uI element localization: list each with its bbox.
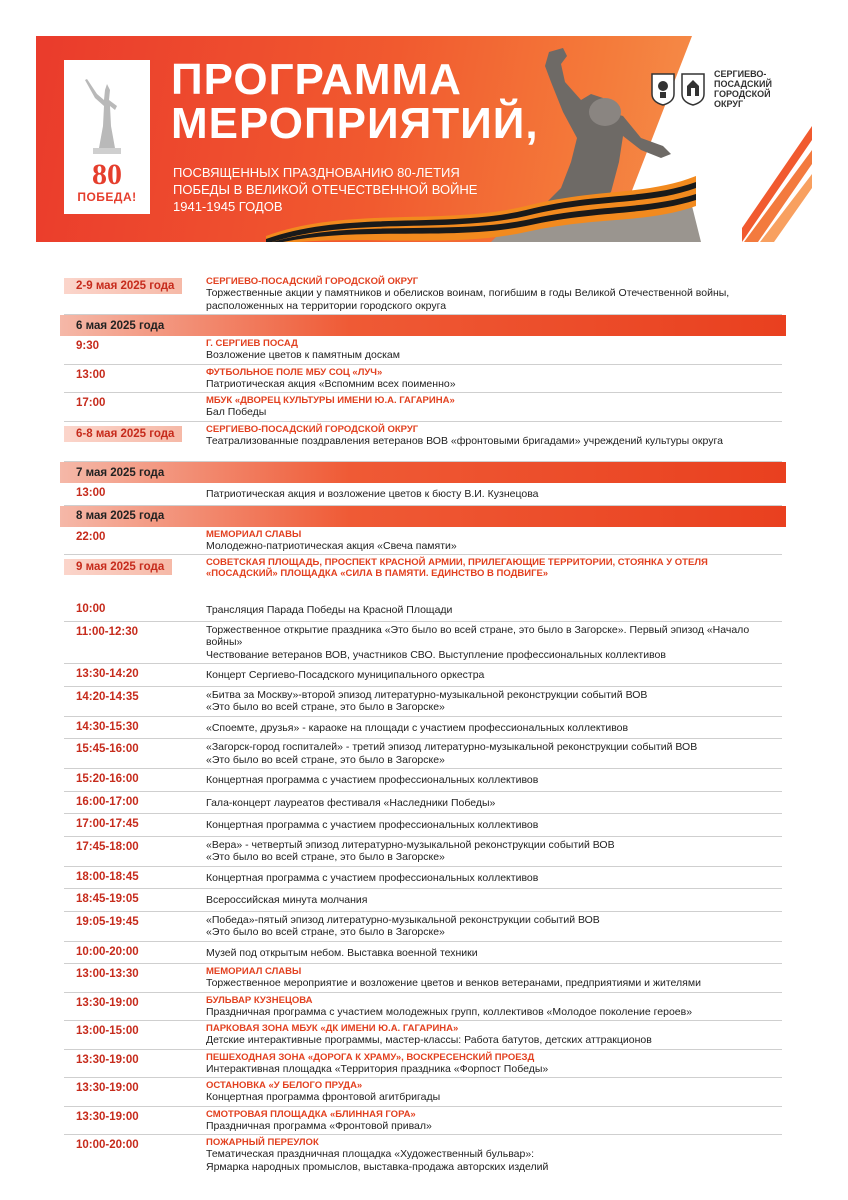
event-description: Патриотическая акция и возложение цветов к бюсту В.И. Кузнецова: [206, 488, 539, 500]
time-label: 13:30-19:00: [76, 996, 139, 1009]
event-description: Патриотическая акция «Вспомним всех поименно»: [206, 377, 456, 390]
schedule-row: [64, 664, 782, 687]
event-time: [64, 664, 206, 686]
logo-number: 80: [92, 158, 122, 191]
event-description: Торжественные акции у памятников и обелисков воинам, погибшим в годы Великой Отечественной войны,: [206, 287, 730, 299]
event-body: [206, 687, 782, 716]
event-description: Театрализованные поздравления ветеранов ВОВ «фронтовыми бригадами» учреждений культуры округа: [206, 434, 723, 447]
time-label: 9:30: [76, 340, 100, 352]
event-description: Интерактивная площадка «Территория праздника «Форпост Победы»: [206, 1062, 549, 1075]
time-label: 17:00: [76, 397, 106, 409]
event-description: Возложение цветов к памятным доскам: [206, 349, 400, 361]
event-description: Концертная программа с участием профессиональных коллективов: [206, 819, 539, 831]
event-time: [64, 889, 206, 911]
time-label: 17:45-18:00: [76, 840, 139, 853]
event-description: Праздничная программа с участием молодежных групп, коллективов «Молодое поколение героев»: [206, 1005, 693, 1018]
header-banner: [36, 36, 812, 242]
district-branding: [650, 64, 810, 114]
event-description: Праздничная программа «Фронтовой привал»: [206, 1119, 432, 1132]
event-body: [206, 769, 782, 791]
logo-word: ПОБЕДА!: [77, 190, 137, 204]
event-time: [64, 837, 206, 866]
schedule-row: [64, 1021, 782, 1050]
event-location: СОВЕТСКАЯ ПЛОЩАДЬ, ПРОСПЕКТ КРАСНОЙ АРМИИ, ПРИЛЕГАЮЩИЕ ТЕРРИТОРИИ, СТОЯНКА У ОТЕЛЯ «ПОСАДСКИЙ» ПЛОЩАДКА «СИЛА В ПАМЯТИ. ЕДИНСТВО В ПОДВИГЕ»: [206, 557, 708, 579]
time-label: 14:20-14:35: [76, 690, 139, 703]
district-line-1: СЕРГИЕВО-: [714, 69, 767, 79]
event-time: [64, 687, 206, 716]
event-body: [206, 622, 782, 664]
event-description: «Это было во всей стране, это было в Загорске»: [206, 701, 445, 713]
event-body: [206, 555, 782, 599]
time-label: 13:30-19:00: [76, 1053, 139, 1066]
event-time: [64, 814, 206, 836]
event-description: Детские интерактивные программы, мастер-классы: Работа батутов, детских аттракционов: [206, 1034, 652, 1046]
event-description: Гала-концерт лауреатов фестиваля «Наследники Победы»: [206, 796, 496, 809]
page-title: [171, 55, 539, 148]
event-description: Торжественное открытие праздника «Это было во всей стране, это было в Загорске». Первый эпизод «Начало войны»: [206, 623, 750, 648]
event-description: Чествование ветеранов ВОВ, участников СВО. Выступление профессиональных коллективов: [206, 648, 666, 661]
schedule-row: [64, 1078, 782, 1107]
event-location: ОСТАНОВКА «У БЕЛОГО ПРУДА»: [206, 1080, 363, 1091]
subtitle-line-1: ПОСВЯЩЕННЫХ ПРАЗДНОВАНИЮ 80-ЛЕТИЯ: [173, 165, 460, 180]
event-description: Трансляция Парада Победы на Красной Площади: [206, 604, 453, 616]
event-time: [64, 769, 206, 791]
event-time: [64, 739, 206, 768]
time-label: 13:00: [76, 368, 106, 381]
time-label: 13:00-15:00: [76, 1025, 139, 1037]
date-header: [60, 462, 786, 483]
event-body: [206, 1135, 782, 1175]
event-description: «Это было во всей стране, это было в Загорске»: [206, 753, 445, 766]
event-schedule: [64, 274, 782, 1175]
schedule-row: [64, 993, 782, 1022]
subtitle-line-3: 1941-1945 ГОДОВ: [173, 199, 283, 214]
time-label: 19:05-19:45: [76, 915, 139, 928]
schedule-row: [64, 942, 782, 965]
date-header-label: 8 мая 2025 года: [76, 510, 165, 522]
event-location: ПОЖАРНЫЙ ПЕРЕУЛОК: [206, 1137, 319, 1148]
event-location: Г. СЕРГИЕВ ПОСАД: [206, 338, 298, 349]
event-description: Торжественное мероприятие и возложение цветов и венков ветеранами, предприятиями и жителями: [206, 977, 701, 989]
event-description: Концерт Сергиево-Посадского муниципального оркестра: [206, 669, 485, 681]
event-body: [206, 365, 782, 393]
pobeda-80-logo: [64, 60, 150, 214]
event-description: «Споемте, друзья» - караоке на площади с участием профессиональных коллективов: [206, 721, 629, 734]
event-time: [64, 555, 206, 599]
time-label: 18:45-19:05: [76, 893, 139, 905]
schedule-row: [64, 365, 782, 394]
date-range-label: 9 мая 2025 года: [64, 559, 172, 575]
event-time: [64, 1107, 206, 1135]
event-body: [206, 527, 782, 555]
event-description: Ярмарка народных промыслов, выставка-продажа авторских изделий: [206, 1160, 549, 1173]
event-body: [206, 964, 782, 992]
event-description: «Вера» - четвертый эпизод литературно-музыкальной реконструкции событий ВОВ: [206, 838, 615, 851]
event-time: [64, 1135, 206, 1175]
time-label: 17:00-17:45: [76, 818, 139, 830]
date-header: [60, 315, 786, 336]
schedule-row: [64, 555, 782, 599]
schedule-row: [64, 964, 782, 993]
event-time: [64, 792, 206, 814]
schedule-row: [64, 769, 782, 792]
event-description: «Победа»-пятый эпизод литературно-музыкальной реконструкции событий ВОВ: [206, 913, 600, 926]
event-body: [206, 664, 782, 686]
district-line-2: ПОСАДСКИЙ: [714, 79, 772, 89]
time-label: 10:00-20:00: [76, 945, 139, 958]
event-body: [206, 422, 782, 462]
event-description: Концертная программа с участием профессиональных коллективов: [206, 871, 539, 884]
schedule-row: [64, 1135, 782, 1175]
event-location: ПАРКОВАЯ ЗОНА МБУК «ДК ИМЕНИ Ю.А. ГАГАРИНА»: [206, 1023, 459, 1034]
event-body: [206, 336, 782, 364]
time-label: 15:45-16:00: [76, 743, 139, 755]
district-line-4: ОКРУГ: [714, 99, 744, 109]
event-time: [64, 365, 206, 393]
sergiev-posad-crest-icon: [680, 72, 706, 106]
event-body: [206, 1021, 782, 1049]
event-description: «Это было во всей стране, это было в Загорске»: [206, 926, 445, 938]
schedule-row: [64, 274, 782, 315]
event-time: [64, 717, 206, 739]
event-body: [206, 942, 782, 964]
time-label: 10:00-20:00: [76, 1139, 139, 1151]
event-body: [206, 993, 782, 1021]
event-location: МБУК «ДВОРЕЦ КУЛЬТУРЫ ИМЕНИ Ю.А. ГАГАРИНА»: [206, 395, 455, 406]
event-location: МЕМОРИАЛ СЛАВЫ: [206, 528, 302, 540]
event-time: [64, 393, 206, 421]
schedule-row: [64, 393, 782, 422]
event-body: [206, 717, 782, 739]
time-label: 13:30-19:00: [76, 1110, 139, 1123]
time-label: 14:30-15:30: [76, 720, 139, 733]
event-time: [64, 867, 206, 889]
schedule-row: [64, 1107, 782, 1136]
event-body: [206, 792, 782, 814]
event-time: [64, 483, 206, 505]
time-label: 18:00-18:45: [76, 870, 139, 883]
event-body: [206, 1107, 782, 1135]
title-line-1: ПРОГРАММА: [171, 55, 462, 104]
schedule-row: [64, 739, 782, 769]
date-header: [60, 506, 786, 527]
event-description: расположенных на территории городского округа: [206, 299, 447, 312]
schedule-row: [64, 687, 782, 717]
event-time: [64, 422, 206, 462]
moscow-region-crest-icon: [650, 72, 676, 106]
title-line-2: МЕРОПРИЯТИЙ,: [171, 99, 539, 148]
event-time: [64, 1021, 206, 1049]
schedule-row: [64, 527, 782, 556]
schedule-row: [64, 889, 782, 912]
event-description: Концертная программа с участием профессиональных коллективов: [206, 774, 539, 786]
schedule-row: [64, 422, 782, 463]
event-description: Тематическая праздничная площадка «Художественный бульвар»:: [206, 1148, 535, 1160]
event-location: МЕМОРИАЛ СЛАВЫ: [206, 966, 302, 977]
event-location: СЕРГИЕВО-ПОСАДСКИЙ ГОРОДСКОЙ ОКРУГ: [206, 423, 419, 435]
schedule-row: [64, 336, 782, 365]
event-body: [206, 814, 782, 836]
event-body: [206, 1078, 782, 1106]
event-time: [64, 1050, 206, 1078]
time-label: 13:00-13:30: [76, 968, 139, 980]
event-time: [64, 993, 206, 1021]
event-time: [64, 964, 206, 992]
district-name: [714, 69, 772, 109]
time-label: 13:30-14:20: [76, 668, 139, 680]
event-time: [64, 912, 206, 941]
schedule-row: [64, 483, 782, 506]
schedule-row: [64, 814, 782, 837]
event-location: СЕРГИЕВО-ПОСАДСКИЙ ГОРОДСКОЙ ОКРУГ: [206, 276, 419, 287]
motherland-statue-icon: [77, 76, 137, 156]
event-description: «Битва за Москву»-второй эпизод литературно-музыкальной реконструкции событий ВОВ: [206, 688, 648, 701]
subtitle-line-2: ПОБЕДЫ В ВЕЛИКОЙ ОТЕЧЕСТВЕННОЙ ВОЙНЕ: [173, 182, 478, 197]
time-label: 13:30-19:00: [76, 1082, 139, 1094]
schedule-row: [64, 599, 782, 622]
time-label: 15:20-16:00: [76, 773, 139, 785]
event-description: Концертная программа фронтовой агитбригады: [206, 1091, 441, 1103]
schedule-row: [64, 837, 782, 867]
event-description: Молодежно-патриотическая акция «Свеча памяти»: [206, 539, 457, 552]
district-line-3: ГОРОДСКОЙ: [714, 89, 771, 99]
decorative-stripes: [742, 126, 812, 242]
time-label: 10:00: [76, 603, 106, 615]
event-body: [206, 867, 782, 889]
event-body: [206, 837, 782, 866]
event-location: БУЛЬВАР КУЗНЕЦОВА: [206, 994, 313, 1006]
event-time: [64, 274, 206, 314]
time-label: 16:00-17:00: [76, 795, 139, 808]
schedule-row: [64, 912, 782, 942]
schedule-row: [64, 717, 782, 740]
date-header-label: 7 мая 2025 года: [76, 466, 165, 479]
schedule-row: [64, 867, 782, 890]
time-label: 22:00: [76, 530, 106, 543]
event-body: [206, 599, 782, 621]
schedule-row: [64, 1050, 782, 1079]
event-body: [206, 483, 782, 505]
event-body: [206, 274, 782, 314]
event-description: Всероссийская минута молчания: [206, 894, 368, 906]
event-description: Музей под открытым небом. Выставка военной техники: [206, 946, 478, 959]
event-time: [64, 527, 206, 555]
event-body: [206, 1050, 782, 1078]
event-location: СМОТРОВАЯ ПЛОЩАДКА «БЛИННАЯ ГОРА»: [206, 1108, 416, 1120]
event-body: [206, 739, 782, 768]
event-time: [64, 599, 206, 621]
time-label: 11:00-12:30: [76, 625, 139, 638]
event-time: [64, 942, 206, 964]
event-description: «Это было во всей стране, это было в Загорске»: [206, 851, 445, 863]
event-time: [64, 1078, 206, 1106]
event-time: [64, 622, 206, 664]
event-description: «Загорск-город госпиталей» - третий эпизод литературно-музыкальной реконструкции событий ВОВ: [206, 741, 698, 753]
event-body: [206, 393, 782, 421]
date-range-label: 6-8 мая 2025 года: [64, 426, 182, 442]
event-description: Бал Победы: [206, 406, 267, 418]
st-george-ribbon: [266, 166, 696, 242]
time-label: 13:00: [76, 487, 106, 499]
event-body: [206, 912, 782, 941]
event-location: ПЕШЕХОДНАЯ ЗОНА «ДОРОГА К ХРАМУ», ВОСКРЕСЕНСКИЙ ПРОЕЗД: [206, 1051, 535, 1063]
schedule-row: [64, 792, 782, 815]
schedule-row: [64, 622, 782, 665]
event-time: [64, 336, 206, 364]
date-header-label: 6 мая 2025 года: [76, 319, 165, 332]
date-range-label: 2-9 мая 2025 года: [64, 278, 182, 294]
event-body: [206, 889, 782, 911]
event-location: ФУТБОЛЬНОЕ ПОЛЕ МБУ СОЦ «ЛУЧ»: [206, 366, 383, 378]
